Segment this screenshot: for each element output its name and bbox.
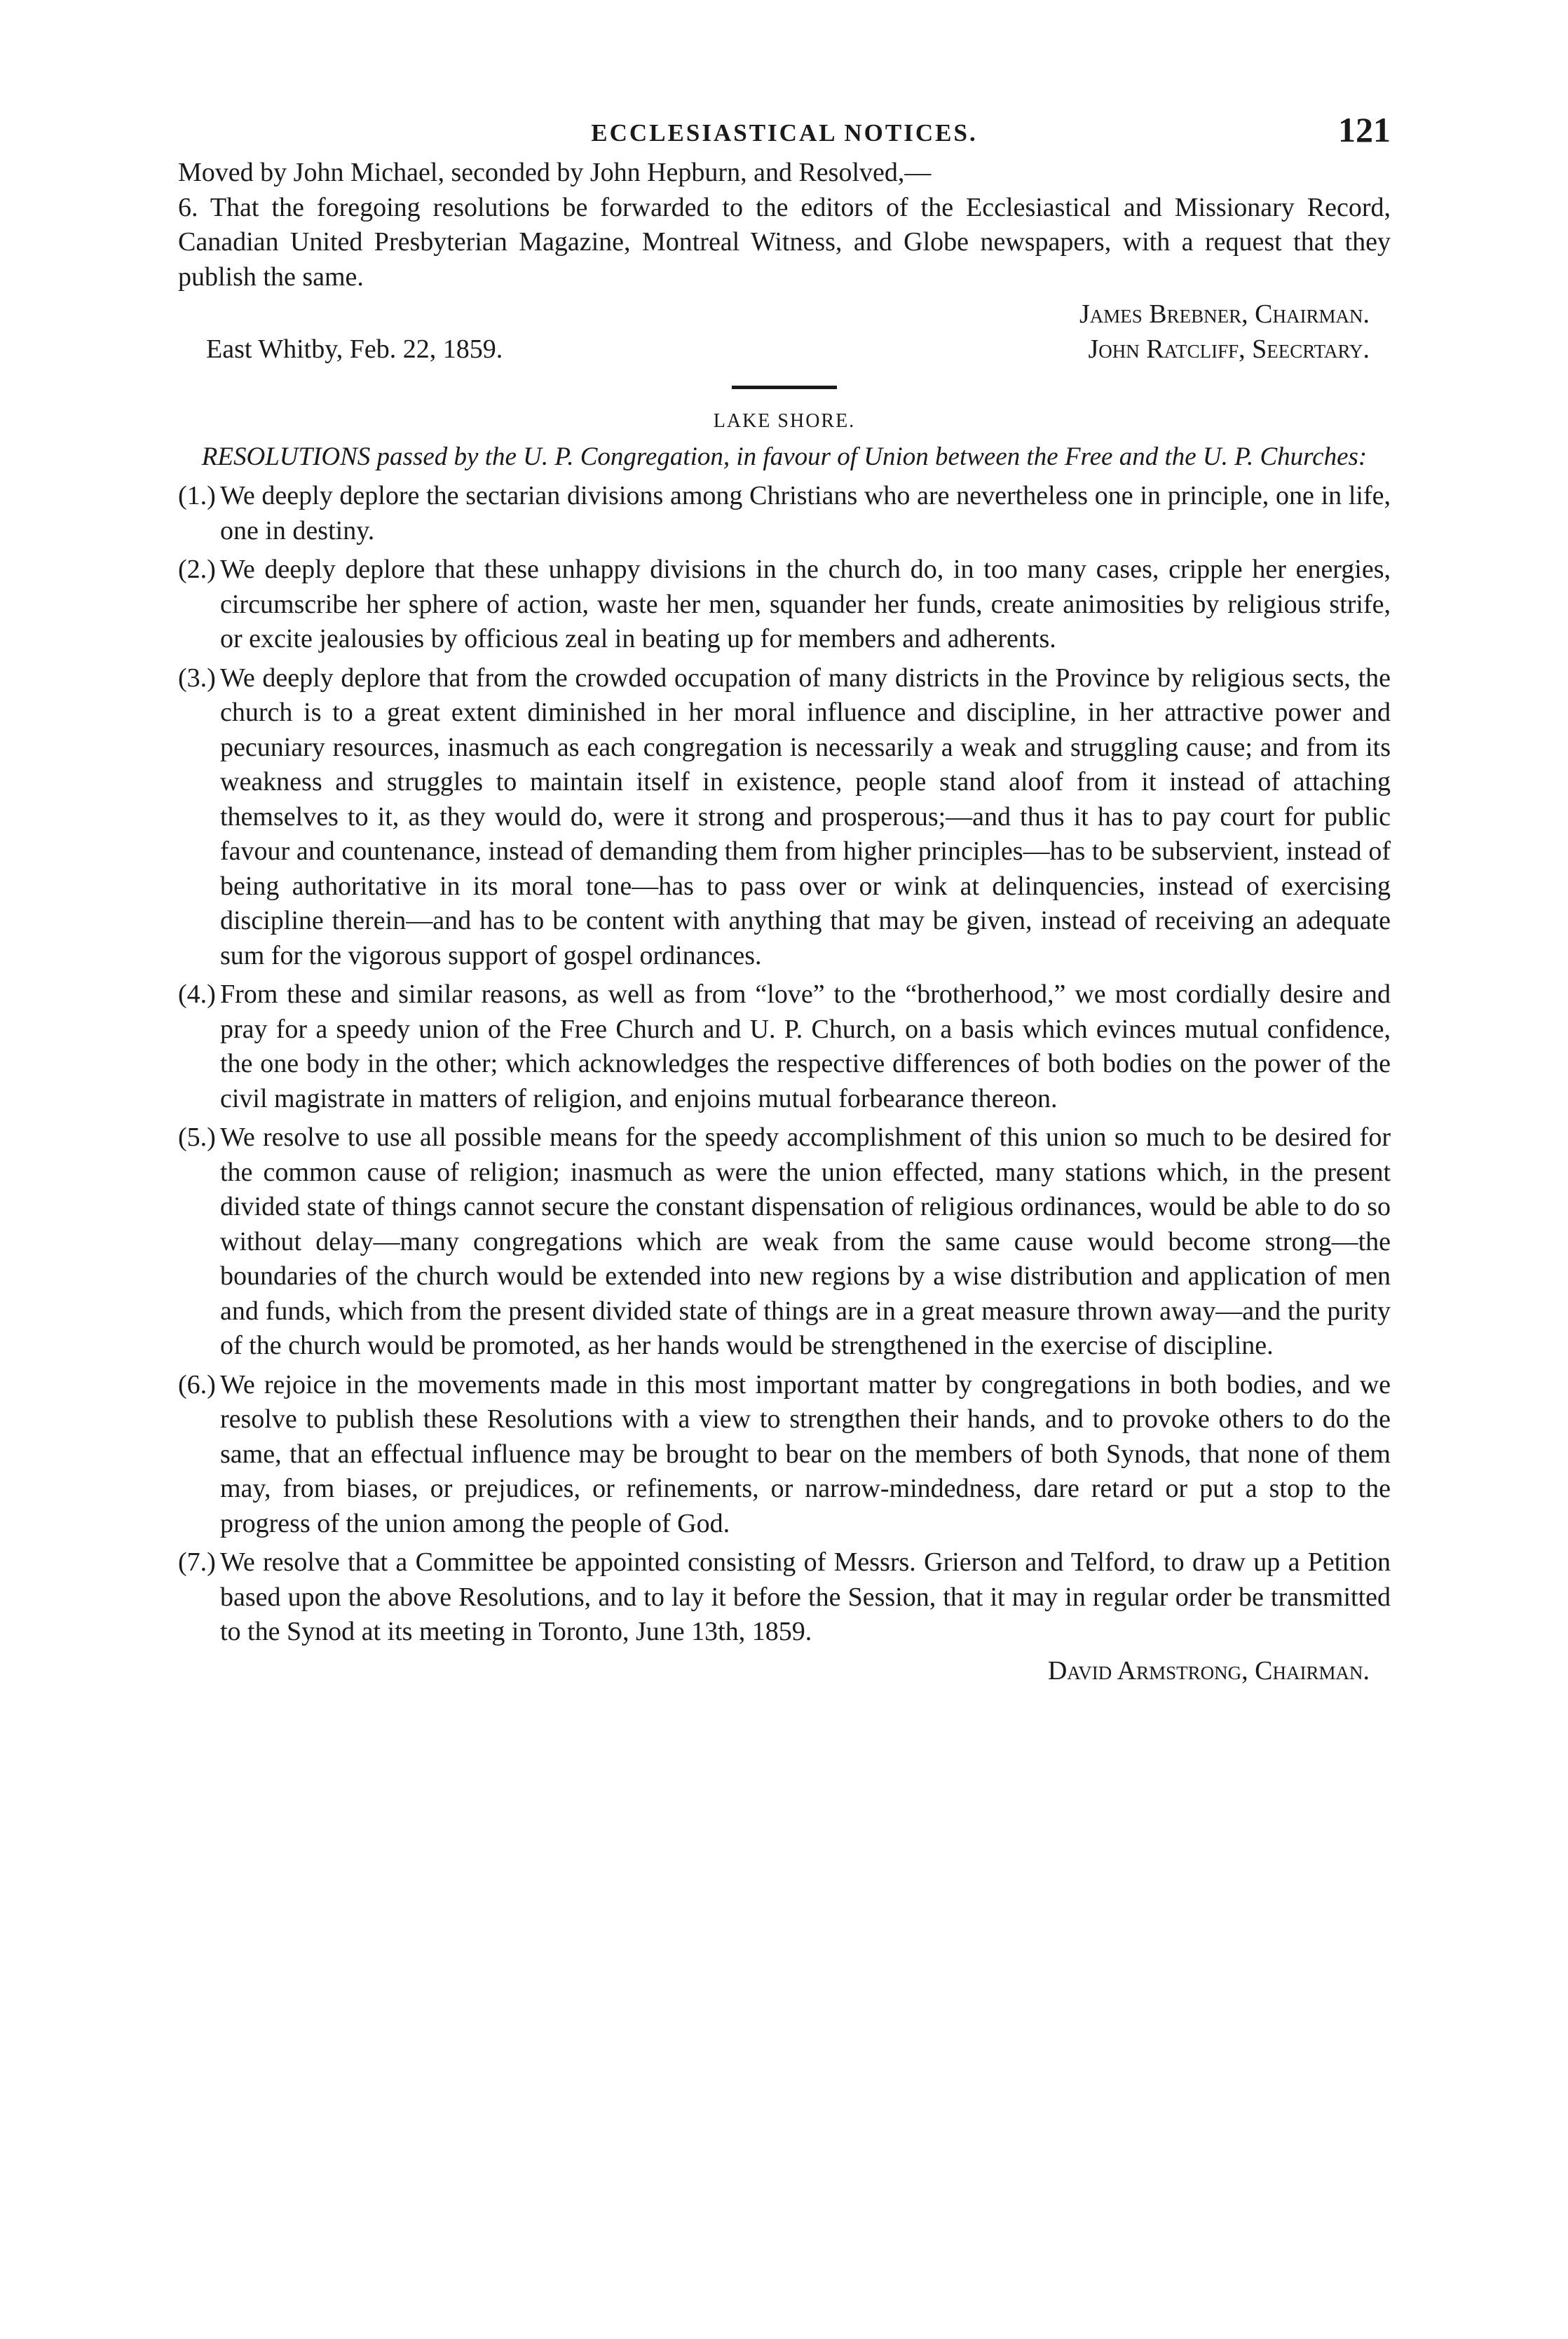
page-number: 121 (1338, 110, 1391, 149)
resolution-text: We deeply deplore that from the crowded occupation of many districts in the Province by religious sects, the church is to a great extent diminished in her moral influence and discipline, in her attractive power and pecuniary resources, inasmuch as each congregation is necessarily a weak and struggling cause; and from its weakness and struggles to maintain itself in existence, people stand aloof from it instead of attaching themselves to it, as they would do, were it strong and prosperous;—and thus it has to pay court for public favour and countenance, instead of demanding them from higher principles—has to be subservient, instead of being authoritative in its moral tone—has to pass over or wink at delinquencies, instead of exercising discipline therein—and has to be content with anything that may be given, instead of receiving an adequate sum for the vigorous support of gospel ordinances. (220, 663, 1391, 970)
resolution-six: 6. That the foregoing resolutions be forwarded to the editors of the Ecclesiastical and Missionary Record, Canadian United Presbyterian Magazine, Montreal Witness, and Globe newspapers, with a request that they publish the same. (178, 192, 1391, 292)
final-signature: David Armstrong, Chairman. (1047, 1655, 1370, 1686)
resolution-item (178, 977, 1391, 1116)
chairman-signature: James Brebner, Chairman. (1079, 299, 1370, 329)
resolutions-list (178, 479, 1391, 1650)
resolution-text: We deeply deplore the sectarian divisions among Christians who are nevertheless one in principle, one in life, one in destiny. (220, 481, 1391, 545)
resolution-item (178, 552, 1391, 657)
resolution-item (178, 1368, 1391, 1542)
resolution-number: (6.) (178, 1369, 216, 1399)
resolution-text: We resolve that a Committee be appointed consisting of Messrs. Grierson and Telford, to draw up a Petition based upon the above Resolutions, and to lay it before the Session, that it may in regular order be transmitted to the Synod at its meeting in Toronto, June 13th, 1859. (220, 1547, 1391, 1646)
section-divider (732, 386, 837, 389)
resolution-number: (4.) (178, 979, 216, 1009)
section-title: LAKE SHORE. (713, 410, 856, 432)
resolution-item (178, 479, 1391, 548)
secretary-signature: John Ratcliff, Seecrtary. (1088, 334, 1370, 364)
resolution-number: (3.) (178, 663, 216, 693)
resolutions-heading: RESOLUTIONS passed by the U. P. Congregation, in favour of Union between the Free and the U. P. Churches: (201, 442, 1368, 471)
page (178, 105, 1391, 1686)
resolution-number: (5.) (178, 1123, 216, 1152)
resolution-number: (1.) (178, 481, 216, 510)
resolution-text: We rejoice in the movements made in this most important matter by congregations in both bodies, and we resolve to publish these Resolutions with a view to strengthen their hands, and to provoke others to do the same, that an effectual influence may be brought to bear on the members of both Synods, that none of them may, from biases, or prejudices, or refinements, or narrow-mindedness, dare retard or put a stop to the progress of the union among the people of God. (220, 1369, 1391, 1538)
resolution-item (178, 1120, 1391, 1364)
resolution-number: (7.) (178, 1547, 216, 1577)
resolution-text: We deeply deplore that these unhappy divisions in the church do, in too many cases, cripple her energies, circumscribe her sphere of action, waste her men, squander her funds, create animosities by religious strife, or excite jealousies by officious zeal in beating up for members and adherents. (220, 555, 1391, 653)
motion-paragraph (178, 156, 1391, 294)
resolution-number: (2.) (178, 555, 216, 584)
resolution-text: We resolve to use all possible means for the speedy accomplishment of this union so much to be desired for the common cause of religion; inasmuch as were the union effected, many stations which, in the present divided state of things cannot secure the constant dispensation of religious ordinances, would be able to do so without delay—many congregations which are weak from the same cause would become strong—the boundaries of the church would be extended into new regions by a wise distribution and application of men and funds, which from the present divided state of things are in a great measure thrown away—and the purity of the church would be promoted, as her hands would be strengthened in the exercise of discipline. (220, 1123, 1391, 1360)
resolution-text: From these and similar reasons, as well as from “love” to the “brotherhood,” we most cordially desire and pray for a speedy union of the Free Church and U. P. Church, on a basis which evinces mutual confidence, the one body in the other; which acknowledges the respective differences of both bodies on the power of the civil magistrate in matters of religion, and enjoins mutual forbearance thereon. (220, 979, 1391, 1113)
place-date: East Whitby, Feb. 22, 1859. (206, 334, 503, 364)
page-header (178, 105, 1391, 156)
resolution-item (178, 661, 1391, 974)
running-title: ECCLESIASTICAL NOTICES. (591, 119, 978, 147)
resolution-item (178, 1545, 1391, 1650)
moved-line: Moved by John Michael, seconded by John Hepburn, and Resolved,— (178, 158, 932, 187)
signature-block (178, 299, 1391, 369)
